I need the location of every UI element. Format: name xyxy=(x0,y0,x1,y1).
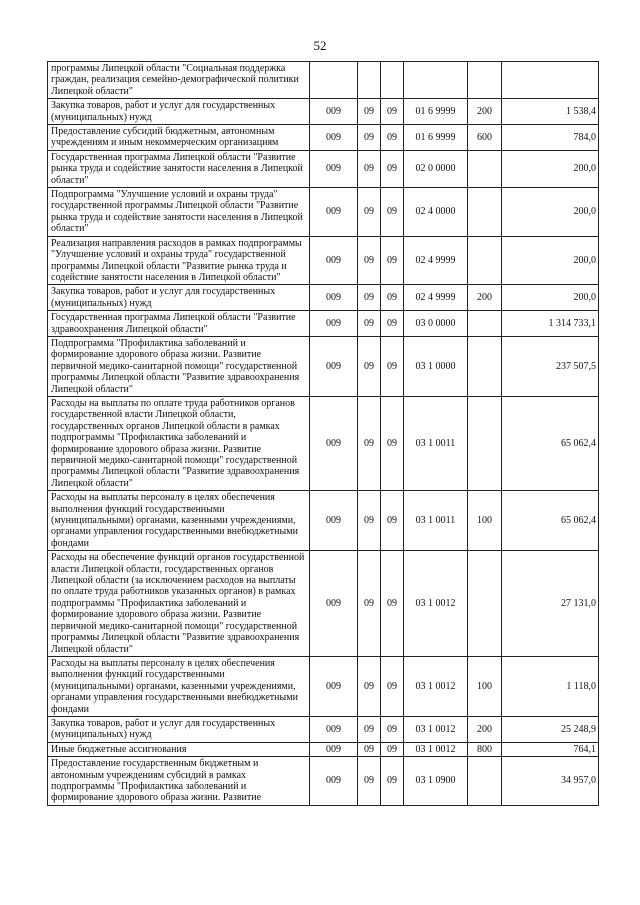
row-amount-cell: 237 507,5 xyxy=(502,336,599,396)
row-ved-code-cell: 009 xyxy=(310,757,358,806)
row-expense-type-cell: 200 xyxy=(468,99,502,125)
row-amount-cell: 65 062,4 xyxy=(502,396,599,490)
row-ved-code-cell: 009 xyxy=(310,396,358,490)
row-amount-cell: 1 118,0 xyxy=(502,656,599,716)
row-subsection-code-cell: 09 xyxy=(381,757,404,806)
row-ved-code-cell: 009 xyxy=(310,551,358,657)
row-subsection-code-cell: 09 xyxy=(381,551,404,657)
table-row xyxy=(48,99,599,125)
row-subsection-code-cell: 09 xyxy=(381,150,404,187)
row-target-article-cell xyxy=(404,62,468,99)
row-expense-type-cell xyxy=(468,551,502,657)
row-target-article-cell: 01 6 9999 xyxy=(404,125,468,151)
row-amount-cell: 200,0 xyxy=(502,150,599,187)
row-name-cell: Подпрограмма "Улучшение условий и охраны труда" государственной программы Липецкой области "Развитие рынка труда и содействие занятости населения в Липецкой области" xyxy=(48,188,310,237)
row-name-cell: Закупка товаров, работ и услуг для государственных (муниципальных) нужд xyxy=(48,285,310,311)
table-row xyxy=(48,742,599,756)
row-expense-type-cell xyxy=(468,188,502,237)
row-ved-code-cell: 009 xyxy=(310,125,358,151)
row-target-article-cell: 02 0 0000 xyxy=(404,150,468,187)
table-row xyxy=(48,396,599,490)
row-target-article-cell: 03 1 0011 xyxy=(404,396,468,490)
row-expense-type-cell xyxy=(468,336,502,396)
row-amount-cell: 200,0 xyxy=(502,188,599,237)
row-target-article-cell: 03 1 0011 xyxy=(404,491,468,551)
row-amount-cell: 764,1 xyxy=(502,742,599,756)
row-name-cell: Расходы на выплаты персоналу в целях обеспечения выполнения функций государственными (муниципальными) органами, казенными учреждениями, органами управления государственными внебюджетными фондами xyxy=(48,491,310,551)
row-section-code-cell: 09 xyxy=(358,656,381,716)
budget-table xyxy=(47,61,599,806)
table-row xyxy=(48,285,599,311)
row-subsection-code-cell: 09 xyxy=(381,125,404,151)
row-expense-type-cell: 100 xyxy=(468,656,502,716)
table-row xyxy=(48,656,599,716)
row-name-cell: Предоставление государственным бюджетным и автономным учреждениям субсидий в рамках подпрограммы "Профилактика заболеваний и формирование здорового образа жизни. Развитие xyxy=(48,757,310,806)
row-target-article-cell: 03 1 0012 xyxy=(404,551,468,657)
row-name-cell: программы Липецкой области "Социальная поддержка граждан, реализация семейно-демографической политики Липецкой области" xyxy=(48,62,310,99)
row-name-cell: Закупка товаров, работ и услуг для государственных (муниципальных) нужд xyxy=(48,99,310,125)
table-row xyxy=(48,336,599,396)
row-expense-type-cell xyxy=(468,62,502,99)
row-target-article-cell: 02 4 0000 xyxy=(404,188,468,237)
row-ved-code-cell: 009 xyxy=(310,236,358,285)
row-subsection-code-cell: 09 xyxy=(381,656,404,716)
row-amount-cell: 65 062,4 xyxy=(502,491,599,551)
row-name-cell: Расходы на выплаты по оплате труда работников органов государственной власти Липецкой области, государственных органов Липецкой области в рамках подпрограммы "Профилактика заболеваний и формирование здорового образа жизни. Развитие первичной медико-санитарной помощи" государственной программы Липецкой области "Развитие здравоохранения Липецкой области" xyxy=(48,396,310,490)
row-subsection-code-cell: 09 xyxy=(381,396,404,490)
row-section-code-cell: 09 xyxy=(358,716,381,742)
row-ved-code-cell: 009 xyxy=(310,311,358,337)
row-section-code-cell: 09 xyxy=(358,491,381,551)
row-ved-code-cell: 009 xyxy=(310,491,358,551)
row-subsection-code-cell: 09 xyxy=(381,188,404,237)
row-target-article-cell: 01 6 9999 xyxy=(404,99,468,125)
row-subsection-code-cell: 09 xyxy=(381,336,404,396)
row-amount-cell: 784,0 xyxy=(502,125,599,151)
row-section-code-cell: 09 xyxy=(358,396,381,490)
row-section-code-cell: 09 xyxy=(358,311,381,337)
row-expense-type-cell xyxy=(468,311,502,337)
row-section-code-cell: 09 xyxy=(358,551,381,657)
table-row xyxy=(48,188,599,237)
row-target-article-cell: 03 0 0000 xyxy=(404,311,468,337)
row-amount-cell: 34 957,0 xyxy=(502,757,599,806)
row-ved-code-cell: 009 xyxy=(310,188,358,237)
row-subsection-code-cell: 09 xyxy=(381,285,404,311)
table-row xyxy=(48,62,599,99)
row-name-cell: Расходы на выплаты персоналу в целях обеспечения выполнения функций государственными (муниципальными) органами, казенными учреждениями, органами управления государственными внебюджетными фондами xyxy=(48,656,310,716)
row-ved-code-cell: 009 xyxy=(310,716,358,742)
row-section-code-cell: 09 xyxy=(358,236,381,285)
row-section-code-cell: 09 xyxy=(358,757,381,806)
row-section-code-cell xyxy=(358,62,381,99)
row-section-code-cell: 09 xyxy=(358,336,381,396)
row-name-cell: Предоставление субсидий бюджетным, автономным учреждениям и иным некоммерческим организациям xyxy=(48,125,310,151)
row-name-cell: Государственная программа Липецкой области "Развитие рынка труда и содействие занятости населения в Липецкой области" xyxy=(48,150,310,187)
row-name-cell: Закупка товаров, работ и услуг для государственных (муниципальных) нужд xyxy=(48,716,310,742)
table-row xyxy=(48,716,599,742)
row-ved-code-cell: 009 xyxy=(310,99,358,125)
row-name-cell: Подпрограмма "Профилактика заболеваний и формирование здорового образа жизни. Развитие первичной медико-санитарной помощи" государственной программы Липецкой области "Развитие здравоохранения Липецкой области" xyxy=(48,336,310,396)
row-name-cell: Государственная программа Липецкой области "Развитие здравоохранения Липецкой области" xyxy=(48,311,310,337)
row-subsection-code-cell: 09 xyxy=(381,742,404,756)
row-ved-code-cell xyxy=(310,62,358,99)
row-section-code-cell: 09 xyxy=(358,188,381,237)
table-row xyxy=(48,551,599,657)
row-target-article-cell: 03 1 0000 xyxy=(404,336,468,396)
row-ved-code-cell: 009 xyxy=(310,742,358,756)
row-amount-cell: 200,0 xyxy=(502,285,599,311)
row-ved-code-cell: 009 xyxy=(310,336,358,396)
row-section-code-cell: 09 xyxy=(358,285,381,311)
row-target-article-cell: 03 1 0012 xyxy=(404,656,468,716)
row-target-article-cell: 03 1 0012 xyxy=(404,716,468,742)
row-amount-cell: 1 314 733,1 xyxy=(502,311,599,337)
page-number: 52 xyxy=(313,38,327,53)
budget-table-body xyxy=(48,62,599,806)
row-target-article-cell: 02 4 9999 xyxy=(404,285,468,311)
table-row xyxy=(48,491,599,551)
row-ved-code-cell: 009 xyxy=(310,656,358,716)
row-subsection-code-cell: 09 xyxy=(381,99,404,125)
row-name-cell: Иные бюджетные ассигнования xyxy=(48,742,310,756)
row-subsection-code-cell xyxy=(381,62,404,99)
row-name-cell: Реализация направления расходов в рамках подпрограммы "Улучшение условий и охраны труда" государственной программы Липецкой области "Развитие рынка труда и содействие занятости населения в Липецкой области" xyxy=(48,236,310,285)
row-amount-cell: 200,0 xyxy=(502,236,599,285)
row-target-article-cell: 03 1 0012 xyxy=(404,742,468,756)
row-subsection-code-cell: 09 xyxy=(381,236,404,285)
row-section-code-cell: 09 xyxy=(358,125,381,151)
table-row xyxy=(48,757,599,806)
row-expense-type-cell xyxy=(468,757,502,806)
row-ved-code-cell: 009 xyxy=(310,285,358,311)
row-expense-type-cell xyxy=(468,236,502,285)
row-amount-cell xyxy=(502,62,599,99)
table-row xyxy=(48,150,599,187)
row-subsection-code-cell: 09 xyxy=(381,311,404,337)
table-row xyxy=(48,311,599,337)
table-row xyxy=(48,236,599,285)
row-expense-type-cell: 600 xyxy=(468,125,502,151)
row-subsection-code-cell: 09 xyxy=(381,716,404,742)
row-expense-type-cell: 200 xyxy=(468,285,502,311)
row-section-code-cell: 09 xyxy=(358,150,381,187)
row-section-code-cell: 09 xyxy=(358,99,381,125)
row-expense-type-cell xyxy=(468,396,502,490)
row-expense-type-cell: 100 xyxy=(468,491,502,551)
row-amount-cell: 25 248,9 xyxy=(502,716,599,742)
row-amount-cell: 1 538,4 xyxy=(502,99,599,125)
row-name-cell: Расходы на обеспечение функций органов государственной власти Липецкой области, государственных органов Липецкой области (за исключением расходов на выплаты по оплате труда работников указанных органов) в рамках подпрограммы "Профилактика заболеваний и формирование здорового образа жизни. Развитие первичной медико-санитарной помощи" государственной программы Липецкой области "Развитие здравоохранения Липецкой области" xyxy=(48,551,310,657)
row-target-article-cell: 03 1 0900 xyxy=(404,757,468,806)
table-row xyxy=(48,125,599,151)
row-subsection-code-cell: 09 xyxy=(381,491,404,551)
row-expense-type-cell: 800 xyxy=(468,742,502,756)
row-target-article-cell: 02 4 9999 xyxy=(404,236,468,285)
row-amount-cell: 27 131,0 xyxy=(502,551,599,657)
row-ved-code-cell: 009 xyxy=(310,150,358,187)
row-section-code-cell: 09 xyxy=(358,742,381,756)
row-expense-type-cell xyxy=(468,150,502,187)
row-expense-type-cell: 200 xyxy=(468,716,502,742)
